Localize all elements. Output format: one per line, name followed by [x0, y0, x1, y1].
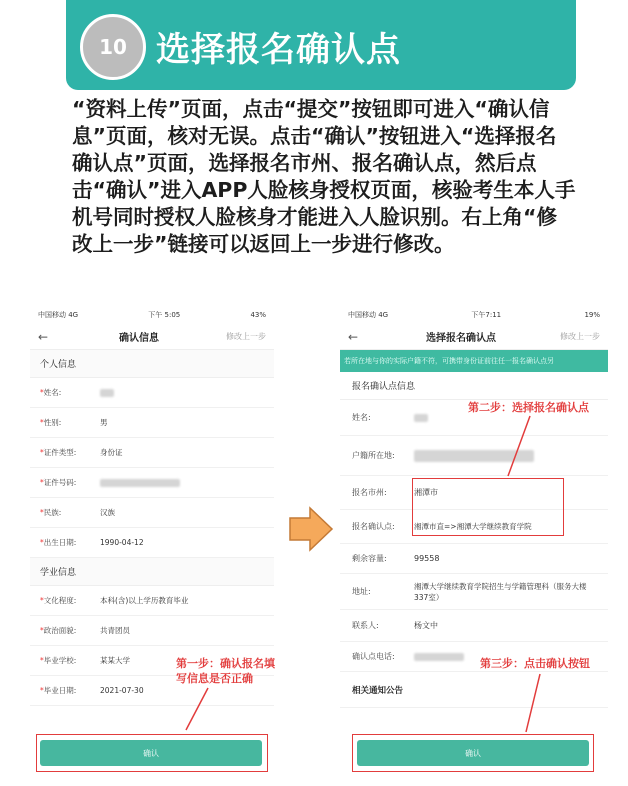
step-three-note: 第三步：点击确认按钮	[480, 657, 590, 670]
right-arrow-icon	[288, 506, 334, 552]
row-value: 身份证	[100, 448, 123, 457]
info-row: *文化程度: 本科(含)以上学历教育毕业	[30, 586, 274, 616]
row-label: 姓名:	[43, 388, 62, 397]
time-label: 下午 5:05	[148, 311, 181, 319]
row-value: 杨文中	[414, 621, 438, 630]
nav-bar	[340, 324, 608, 350]
info-row	[340, 574, 608, 610]
row-label: 确认点电话:	[352, 652, 395, 661]
info-row: *出生日期: 1990-04-12	[30, 528, 274, 558]
row-value: 共青团员	[100, 626, 130, 635]
pointer-line-icon	[520, 672, 550, 736]
info-row: *证件类型: 身份证	[30, 438, 274, 468]
pointer-line-icon	[500, 414, 540, 480]
point-value: 湘潭市直=>湘潭大学继续教育学院	[414, 522, 532, 531]
row-label: 性别:	[43, 418, 62, 427]
row-label: 证件号码:	[43, 478, 77, 487]
confirm-info-screen	[30, 306, 274, 782]
selection-highlight	[412, 478, 564, 536]
row-label: 地址:	[352, 587, 371, 596]
row-label: 证件类型:	[43, 448, 77, 457]
row-label: 户籍所在地:	[352, 451, 395, 460]
nav-title: 选择报名确认点	[426, 333, 496, 344]
education-info-header: 学业信息	[30, 558, 274, 586]
page-title: 选择报名确认点	[156, 30, 401, 70]
row-value: 某某大学	[100, 656, 130, 665]
point-info-header: 报名确认点信息	[340, 372, 608, 400]
info-row	[340, 436, 608, 476]
redacted-value	[414, 653, 464, 661]
row-label: 毕业学校:	[43, 656, 77, 665]
announcement-header: 相关通知公告	[340, 672, 608, 708]
personal-info-header: 个人信息	[30, 350, 274, 378]
info-row: *证件号码:	[30, 468, 274, 498]
info-row	[340, 610, 608, 642]
redacted-value	[414, 414, 428, 422]
confirm-button[interactable]: 确认	[357, 740, 589, 766]
step-one-note: 第一步：确认报名填写信息是否正确	[176, 657, 275, 685]
row-label: 剩余容量:	[352, 554, 387, 563]
status-bar	[340, 306, 608, 324]
notice-marquee: 若所在地与你的实际户籍不符，可携带身份证前往任一报名确认点另	[340, 350, 608, 372]
step-number-badge: 10	[80, 14, 146, 80]
row-label: 民族:	[43, 508, 62, 517]
row-value: 本科(含)以上学历教育毕业	[100, 596, 189, 605]
battery-label: 19%	[584, 311, 600, 319]
modify-previous-link[interactable]: 修改上一步	[226, 332, 266, 341]
info-row: *姓名:	[30, 378, 274, 408]
row-label: 报名市州:	[352, 488, 387, 497]
info-row: *毕业日期: 2021-07-30	[30, 676, 274, 706]
info-row: *毕业学校: 某某大学	[30, 646, 274, 676]
confirm-button[interactable]: 确认	[40, 740, 262, 766]
row-label: 毕业日期:	[43, 686, 77, 695]
row-value: 汉族	[100, 508, 115, 517]
back-arrow-icon[interactable]: ←	[348, 329, 359, 344]
carrier-label: 中国移动 4G	[348, 311, 389, 319]
city-value: 湘潭市	[414, 488, 438, 497]
info-row: *政治面貌: 共青团员	[30, 616, 274, 646]
row-value: 99558	[414, 554, 440, 563]
row-value: 湘潭大学继续教育学院招生与学籍管理科（服务大楼 337室）	[414, 581, 587, 602]
row-value: 1990-04-12	[100, 538, 144, 547]
modify-previous-link[interactable]: 修改上一步	[560, 332, 600, 341]
status-bar	[30, 306, 274, 324]
info-row: *民族: 汉族	[30, 498, 274, 528]
step-two-note: 第二步：选择报名确认点	[468, 401, 589, 414]
row-label: 姓名:	[352, 413, 371, 422]
redacted-value	[100, 479, 180, 487]
row-label: 出生日期:	[43, 538, 77, 547]
instruction-paragraph: “资料上传”页面，点击“提交”按钮即可进入“确认信息”页面，核对无误。点击“确认”按钮进入“选择报名确认点”页面，选择报名市州、报名确认点，然后点击“确认”进入APP人脸核身授权页面，核验考生本人手机号同时授权人脸核身才能进入人脸识别。右上角“修改上一步”链接可以返回上一步进行修改。	[72, 97, 576, 256]
battery-label: 43%	[250, 311, 266, 319]
row-value: 2021-07-30	[100, 686, 144, 695]
info-row: *性别: 男	[30, 408, 274, 438]
select-point-screen	[340, 306, 608, 782]
nav-title: 确认信息	[119, 333, 159, 344]
row-label: 政治面貌:	[43, 626, 77, 635]
carrier-label: 中国移动 4G	[38, 311, 79, 319]
nav-bar	[30, 324, 274, 350]
time-label: 下午7:11	[471, 311, 502, 319]
info-row	[340, 544, 608, 574]
back-arrow-icon[interactable]: ←	[38, 329, 49, 344]
redacted-value	[100, 389, 114, 397]
row-label: 文化程度:	[43, 596, 77, 605]
pointer-line-icon	[176, 684, 216, 736]
row-label: 报名确认点:	[352, 522, 395, 531]
row-value: 男	[100, 418, 108, 427]
row-label: 联系人:	[352, 621, 379, 630]
